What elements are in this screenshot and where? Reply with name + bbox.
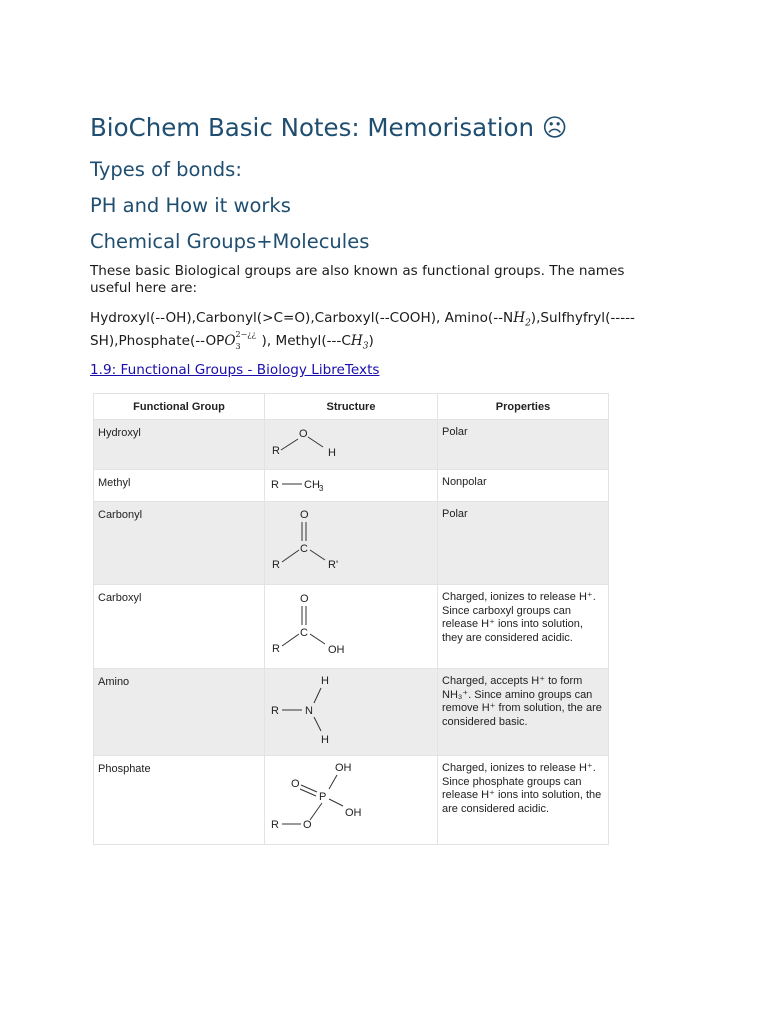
group-name: Amino xyxy=(94,669,265,756)
label-o: O xyxy=(300,509,309,521)
table-row-hydroxyl xyxy=(94,420,609,470)
hydroxyl-structure-diagram xyxy=(265,420,437,466)
group-name: Methyl xyxy=(94,470,265,502)
table-row-carbonyl xyxy=(94,502,609,585)
methyl-sub: 3 xyxy=(362,341,369,352)
intro-line-2: useful here are: xyxy=(90,280,198,296)
label-c: C xyxy=(300,627,308,639)
table-row-carboxyl xyxy=(94,585,609,669)
prop-line: Polar xyxy=(442,426,468,438)
label-r: R xyxy=(271,479,279,491)
label-3: 3 xyxy=(319,484,324,493)
prop-line: Since phosphate groups can xyxy=(442,775,582,788)
header-functional-group: Functional Group xyxy=(94,394,265,420)
prop-line: they are considered acidic. xyxy=(442,631,573,644)
label-o-bottom: O xyxy=(303,819,312,831)
properties-phosphate xyxy=(438,756,609,845)
label-h: H xyxy=(328,447,336,459)
label-ch: CH xyxy=(304,479,320,491)
groups-text-1d: ),Sulfhyfryl(----- xyxy=(530,310,635,326)
heading-ph: PH and How it works xyxy=(90,194,291,217)
carboxyl-structure-diagram xyxy=(265,585,437,665)
phosphate-sup: 2−¿¿ xyxy=(235,329,256,339)
functional-groups-table xyxy=(93,393,609,845)
prop-line: considered basic. xyxy=(442,715,528,728)
label-r: R xyxy=(271,819,279,831)
prop-line: remove H⁺ from solution, the are xyxy=(442,702,602,714)
properties-methyl xyxy=(438,470,609,502)
phosphate-o: O xyxy=(224,332,236,349)
prop-line: Nonpolar xyxy=(442,476,487,488)
prop-line: Charged, ionizes to release H⁺. xyxy=(442,762,596,774)
prop-line: Charged, accepts H⁺ to form xyxy=(442,675,583,687)
group-name: Carboxyl xyxy=(94,585,265,669)
label-n: N xyxy=(305,705,313,717)
group-name: Phosphate xyxy=(94,756,265,845)
amino-sub: 2 xyxy=(525,318,531,329)
structure-methyl xyxy=(265,470,438,502)
libretexts-link[interactable]: 1.9: Functional Groups - Biology LibreTexts xyxy=(90,362,380,378)
prop-line: NH₃⁺. Since amino groups can xyxy=(442,688,593,701)
prop-line: are considered acidic. xyxy=(442,802,550,815)
properties-carbonyl xyxy=(438,502,609,585)
label-oh-top: OH xyxy=(335,762,352,774)
label-h-bottom: H xyxy=(321,734,329,746)
properties-amino xyxy=(438,669,609,756)
label-r-prime: R' xyxy=(328,559,339,571)
label-o-left: O xyxy=(291,778,300,790)
table-row-amino xyxy=(94,669,609,756)
carbonyl-structure-diagram xyxy=(265,502,437,581)
table-row-phosphate xyxy=(94,756,609,845)
heading-types-of-bonds: Types of bonds: xyxy=(90,158,242,181)
phosphate-sub: 3 xyxy=(235,341,241,351)
label-r: R xyxy=(272,445,280,457)
header-properties: Properties xyxy=(438,394,609,420)
prop-line: release H⁺ ions into solution, xyxy=(442,618,583,630)
prop-line: Since carboxyl groups can xyxy=(442,604,572,617)
group-name: Carbonyl xyxy=(94,502,265,585)
prop-line: release H⁺ ions into solution, the xyxy=(442,789,602,801)
amino-structure-diagram xyxy=(265,669,437,752)
methyl-structure-diagram xyxy=(265,470,437,498)
table-header-row xyxy=(94,394,609,420)
table-row-methyl xyxy=(94,470,609,502)
label-oh-right: OH xyxy=(345,807,362,819)
label-r: R xyxy=(272,643,280,655)
groups-paragraph xyxy=(90,310,650,355)
structure-phosphate xyxy=(265,756,438,845)
label-r: R xyxy=(272,559,280,571)
intro-line-1: These basic Biological groups are also known as functional groups. The names xyxy=(90,263,625,279)
heading-chemical-groups: Chemical Groups+Molecules xyxy=(90,230,370,253)
label-p: P xyxy=(319,791,327,803)
structure-hydroxyl xyxy=(265,420,438,470)
groups-text-2c: ), Methyl(---C xyxy=(261,332,351,349)
label-r: R xyxy=(271,705,279,717)
label-o: O xyxy=(300,593,309,605)
page-title: BioChem Basic Notes: Memorisation ☹ xyxy=(90,113,568,142)
label-o: O xyxy=(299,428,308,440)
properties-hydroxyl xyxy=(438,420,609,470)
properties-carboxyl xyxy=(438,585,609,669)
intro-paragraph xyxy=(90,263,650,297)
structure-amino xyxy=(265,669,438,756)
methyl-h: H xyxy=(350,332,363,349)
amino-h: H xyxy=(513,310,526,326)
label-oh: OH xyxy=(328,644,345,656)
label-h-top: H xyxy=(321,675,329,687)
label-c: C xyxy=(300,543,308,555)
group-name: Hydroxyl xyxy=(94,420,265,470)
header-structure: Structure xyxy=(265,394,438,420)
structure-carbonyl xyxy=(265,502,438,585)
groups-text-1a: Hydroxyl(--OH),Carbonyl(>C=O),Carboxyl(--COOH), Amino(--N xyxy=(90,310,514,326)
prop-line: Charged, ionizes to release H⁺. xyxy=(442,591,596,603)
groups-text-2a: SH),Phosphate(--OP xyxy=(90,332,225,349)
phosphate-structure-diagram xyxy=(265,756,437,841)
structure-carboxyl xyxy=(265,585,438,669)
prop-line: Polar xyxy=(442,508,468,520)
groups-text-2f: ) xyxy=(368,332,374,349)
